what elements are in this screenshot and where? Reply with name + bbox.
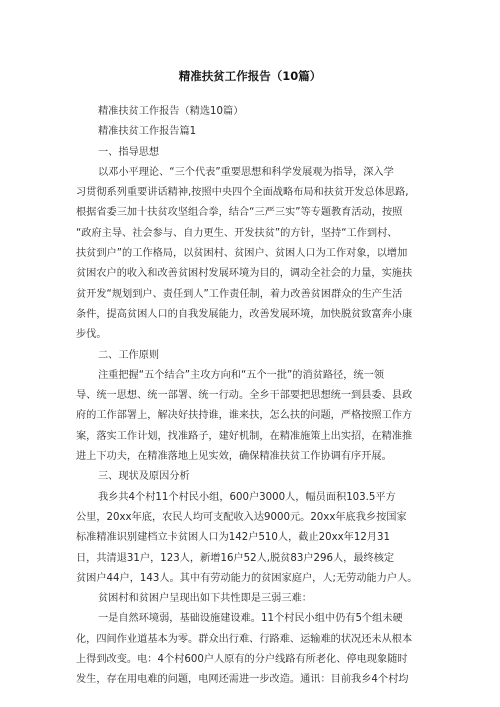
text-line: 日，共清退31户，123人，新增16户52人,脱贫83户296人，最终核定 — [76, 552, 395, 564]
text-line: 精准扶贫工作报告篇1 — [98, 126, 197, 138]
document-body — [76, 102, 432, 691]
text-line: 案，落实工作计划，找准路子，建好机制，在精准施策上出实招，在精准推 — [76, 430, 413, 442]
text-line: 习贯彻系列重要讲话精神,按照中央四个全面战略布局和扶贫开发总体思路, — [76, 187, 409, 199]
text-line: 条件，提高贫困人口的自我发展能力，改善发展环境，加快脱贫致富奔小康 — [76, 308, 413, 320]
text-line: 精准扶贫工作报告（精选10篇） — [98, 106, 244, 117]
text-line: 化，四间作业道基本为零。群众出行难、行路难、运输难的状况还未从根本 — [76, 633, 413, 645]
text-line: 标准精准识别建档立卡贫困人口为142户510人，截止20xx年12月31 — [76, 532, 390, 544]
text-line: 公里，20xx年底，农民人均可支配收入达9000元。20xx年底我乡按国家 — [76, 511, 407, 523]
text-line: 贫开发“规划到户、责任到人”工作责任制，着力改善贫困群众的生产生活 — [76, 288, 403, 300]
text-line: 贫困农户的收入和改善贫困村发展环境为目的，调动全社会的力量，实施扶 — [76, 268, 413, 280]
text-line: 导、统一思想、统一部署、统一行动。全乡干部要把思想统一到县委、县政 — [76, 390, 413, 402]
text-line: 一、指导思想 — [98, 146, 160, 158]
text-line: 二、工作原则 — [98, 349, 160, 361]
text-line: 府的工作部署上，解决好扶持谁，谁来扶，怎么扶的问题，严格按照工作方 — [76, 410, 413, 422]
text-line: 一是自然环境弱，基础设施建设难。11个村民小组中仍有5个组未硬 — [98, 613, 403, 625]
text-line: 以邓小平理论、“三个代表”重要思想和科学发展观为指导，深入学 — [98, 166, 394, 178]
document-title: 精准扶贫工作报告（10篇） — [178, 69, 322, 83]
text-line: 根据省委三加十扶贫攻坚组合拳，结合“三严三实”等专题教育活动，按照 — [76, 207, 403, 219]
text-line: 贫困户44户，143人。其中有劳动能力的贫困家庭户，人;无劳动能力户人。 — [76, 572, 418, 584]
text-line: “政府主导、社会参与、自力更生、开发扶贫”的方针，坚持“工作到村、 — [76, 227, 398, 239]
text-line: 扶贫到户”的工作格局，以贫困村、贫困户、贫困人口为工作对象，以增加 — [76, 248, 408, 260]
text-line: 贫困村和贫困户呈现出如下共性即是三弱三难： — [98, 593, 312, 605]
text-line: 进上下功夫，在精准落地上见实效，确保精准扶贫工作协调有序开展。 — [76, 451, 392, 463]
text-line: 注重把握“五个结合”主攻方向和“五个一批”的消贫路径，统一领 — [98, 369, 384, 381]
text-line: 我乡共4个村11个村民小组，600户3000人，幅员面积103.5平方 — [98, 491, 396, 503]
text-line: 三、现状及原因分析 — [98, 471, 190, 483]
text-line: 发生，存在用电难的问题，电网还需进一步改造。通讯：目前我乡4个村均 — [76, 674, 409, 686]
text-line: 上得到改变。电：4个村600户人原有的分户线路有所老化、停电现象随时 — [76, 654, 408, 666]
text-line: 步伐。 — [76, 329, 107, 341]
